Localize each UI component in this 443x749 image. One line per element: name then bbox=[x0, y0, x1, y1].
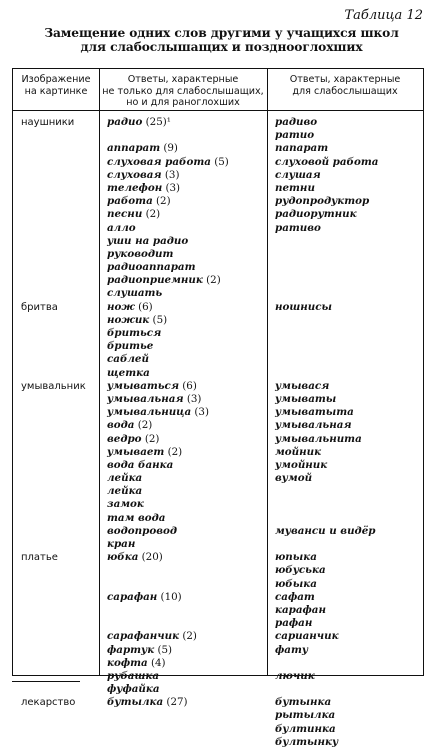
table-row bbox=[13, 367, 423, 380]
answer-word: радиоприемник bbox=[107, 274, 203, 287]
common-answer-cell bbox=[107, 301, 153, 314]
hard-of-hearing-answer-cell: умывася bbox=[275, 379, 330, 392]
hard-of-hearing-answer-cell: слушая bbox=[275, 168, 321, 181]
hard-of-hearing-answer-cell: фату bbox=[275, 643, 309, 656]
header-picture bbox=[13, 74, 99, 97]
table-row bbox=[13, 472, 423, 485]
hard-of-hearing-answer-cell: сарианчик bbox=[275, 630, 339, 643]
hard-of-hearing-answer-cell: петни bbox=[275, 181, 315, 194]
table-title bbox=[0, 26, 443, 54]
common-answer-cell bbox=[107, 195, 171, 208]
common-answer-cell bbox=[107, 261, 195, 274]
table-row bbox=[13, 116, 423, 129]
answer-count: (2) bbox=[164, 445, 183, 458]
header-line: Изображение bbox=[21, 74, 91, 85]
answer-count: (9) bbox=[160, 142, 178, 155]
hard-of-hearing-answer-cell: слуховой работа bbox=[275, 155, 379, 168]
common-answer-cell bbox=[107, 406, 209, 419]
common-answer-cell bbox=[107, 591, 182, 604]
answer-word: умывает bbox=[107, 445, 165, 458]
answer-word: умывальная bbox=[107, 392, 184, 405]
table-row bbox=[13, 406, 423, 419]
table-row bbox=[13, 419, 423, 432]
answer-count: (2) bbox=[202, 274, 221, 287]
table-row bbox=[13, 696, 423, 709]
answer-word: умываться bbox=[107, 379, 180, 392]
table-row bbox=[13, 709, 423, 722]
table-row bbox=[13, 446, 423, 459]
table-row bbox=[13, 551, 423, 564]
common-answer-cell bbox=[107, 208, 160, 221]
common-answer-cell bbox=[107, 485, 142, 498]
table-row bbox=[13, 208, 423, 221]
answer-word: замок bbox=[107, 498, 144, 511]
hard-of-hearing-answer-cell: умыватыта bbox=[275, 406, 354, 419]
answer-word: юбка bbox=[107, 551, 139, 564]
common-answer-cell bbox=[107, 393, 201, 406]
answer-count: (5) bbox=[154, 643, 173, 656]
table-row bbox=[13, 525, 423, 538]
table-row bbox=[13, 156, 423, 169]
hard-of-hearing-answer-cell: бултинка bbox=[275, 722, 336, 735]
common-answer-cell bbox=[107, 683, 160, 696]
footnote-rule bbox=[12, 681, 80, 682]
hard-of-hearing-answer-cell: радиорутник bbox=[275, 208, 357, 221]
table-row bbox=[13, 314, 423, 327]
table-row bbox=[13, 630, 423, 643]
answer-word: там вода bbox=[107, 511, 166, 524]
hard-of-hearing-answer-cell: сафат bbox=[275, 590, 315, 603]
answer-word: сарафанчик bbox=[107, 630, 180, 643]
table-row bbox=[13, 538, 423, 551]
table-top-border bbox=[13, 68, 423, 69]
table-row bbox=[13, 353, 423, 366]
table-row bbox=[13, 169, 423, 182]
header-line: Ответы, характерные bbox=[289, 74, 401, 85]
table-row bbox=[13, 459, 423, 472]
table-row bbox=[13, 604, 423, 617]
header-hard-of-hearing-answers bbox=[267, 74, 423, 97]
common-answer-cell bbox=[107, 696, 188, 709]
picture-cell: наушники bbox=[21, 117, 75, 128]
answer-count: (2) bbox=[179, 630, 197, 643]
answer-count: (6) bbox=[134, 300, 153, 313]
header-line: не только для слабослышащих, bbox=[102, 85, 264, 97]
hard-of-hearing-answer-cell: папарат bbox=[275, 142, 329, 155]
answer-word: слушать bbox=[107, 287, 163, 300]
common-answer-cell bbox=[107, 222, 136, 235]
table-row bbox=[13, 182, 423, 195]
answer-count: (25)¹ bbox=[142, 116, 171, 128]
table-body bbox=[13, 116, 423, 749]
common-answer-cell bbox=[107, 630, 197, 643]
answer-word: кофта bbox=[107, 656, 148, 669]
answer-word: вода bbox=[107, 419, 135, 432]
picture-cell: платье bbox=[21, 552, 58, 564]
common-answer-cell bbox=[107, 169, 179, 182]
table-row bbox=[13, 433, 423, 446]
answer-count: (3) bbox=[191, 406, 209, 419]
table-row bbox=[13, 142, 423, 155]
hard-of-hearing-answer-cell: лючик bbox=[275, 669, 315, 682]
common-answer-cell bbox=[107, 314, 167, 327]
table-row bbox=[13, 195, 423, 208]
header-line: на картинке bbox=[24, 85, 88, 97]
answer-word: ножик bbox=[107, 313, 150, 326]
table-row bbox=[13, 644, 423, 657]
table-row bbox=[13, 327, 423, 340]
hard-of-hearing-answer-cell: рытылка bbox=[275, 709, 336, 722]
answer-count: (2) bbox=[152, 195, 171, 208]
title-line-2: для слабослышащих и позднооглохших bbox=[80, 40, 363, 54]
table-row bbox=[13, 498, 423, 511]
table-row bbox=[13, 723, 423, 736]
header-common-answers bbox=[99, 74, 267, 109]
hard-of-hearing-answer-cell: умывальная bbox=[275, 419, 352, 432]
answer-word: песни bbox=[107, 208, 143, 221]
answer-count: (2) bbox=[134, 419, 153, 432]
answer-word: нож bbox=[107, 300, 135, 313]
common-answer-cell bbox=[107, 340, 153, 353]
header-bottom-border bbox=[13, 110, 423, 111]
answer-count: (2) bbox=[141, 432, 160, 445]
hard-of-hearing-answer-cell: ношнисы bbox=[275, 300, 333, 313]
answer-count: (3) bbox=[162, 181, 181, 194]
common-answer-cell bbox=[107, 644, 172, 657]
common-answer-cell bbox=[107, 287, 162, 300]
hard-of-hearing-answer-cell: рафан bbox=[275, 617, 313, 630]
answer-word: щетка bbox=[107, 366, 150, 379]
common-answer-cell bbox=[107, 459, 173, 472]
table-row bbox=[13, 340, 423, 353]
table-row bbox=[13, 736, 423, 749]
answer-word: бриться bbox=[107, 327, 162, 339]
common-answer-cell bbox=[107, 380, 197, 393]
answer-word: саблей bbox=[107, 353, 149, 366]
table-row bbox=[13, 301, 423, 314]
answer-word: аппарат bbox=[107, 142, 161, 155]
answer-count: (10) bbox=[157, 590, 182, 603]
common-answer-cell bbox=[107, 657, 166, 670]
table-row bbox=[13, 393, 423, 406]
common-answer-cell bbox=[107, 512, 165, 525]
answer-word: телефон bbox=[107, 181, 163, 194]
hard-of-hearing-answer-cell: умойник bbox=[275, 458, 328, 471]
table-row bbox=[13, 591, 423, 604]
common-answer-cell bbox=[107, 367, 150, 380]
hard-of-hearing-answer-cell: мойник bbox=[275, 445, 322, 458]
header-line: но и для раноглохших bbox=[126, 97, 240, 108]
answer-word: умывальница bbox=[107, 406, 192, 419]
answer-word: лейка bbox=[107, 485, 143, 498]
answer-count: (6) bbox=[179, 379, 197, 392]
common-answer-cell bbox=[107, 446, 182, 459]
common-answer-cell bbox=[107, 248, 173, 261]
common-answer-cell bbox=[107, 327, 161, 340]
title-line-1: Замещение одних слов другими у учащихся школ bbox=[44, 26, 399, 40]
table-row bbox=[13, 129, 423, 142]
table-row bbox=[13, 485, 423, 498]
common-answer-cell bbox=[107, 182, 180, 195]
hard-of-hearing-answer-cell: умываты bbox=[275, 392, 337, 405]
hard-of-hearing-answer-cell: ративо bbox=[275, 221, 321, 234]
common-answer-cell bbox=[107, 670, 159, 683]
header-line: для слабослышащих bbox=[292, 85, 398, 97]
answer-word: руководит bbox=[107, 247, 174, 260]
common-answer-cell bbox=[107, 525, 177, 538]
answer-word: радиоаппарат bbox=[107, 261, 196, 274]
picture-cell: бритва bbox=[21, 301, 58, 313]
common-answer-cell bbox=[107, 142, 178, 155]
common-answer-cell bbox=[107, 116, 171, 129]
answer-count: (5) bbox=[210, 155, 229, 168]
answer-count: (5) bbox=[149, 313, 168, 326]
answer-word: ведро bbox=[107, 432, 142, 445]
hard-of-hearing-answer-cell: муванси и видёр bbox=[275, 524, 376, 537]
table-row bbox=[13, 261, 423, 274]
table-row bbox=[13, 235, 423, 248]
answer-word: слуховая работа bbox=[107, 155, 211, 168]
answer-count: (20) bbox=[138, 551, 163, 564]
common-answer-cell bbox=[107, 538, 135, 551]
table-row bbox=[13, 380, 423, 393]
table-row bbox=[13, 578, 423, 591]
answer-word: работа bbox=[107, 195, 153, 208]
answer-word: радио bbox=[107, 116, 143, 128]
answer-word: слуховая bbox=[107, 168, 162, 181]
answer-word: водопровод bbox=[107, 524, 178, 537]
common-answer-cell bbox=[107, 156, 229, 169]
answer-count: (2) bbox=[142, 208, 161, 221]
common-answer-cell bbox=[107, 498, 144, 511]
hard-of-hearing-answer-cell: рудопродуктор bbox=[275, 195, 370, 208]
answer-count: (4) bbox=[147, 656, 166, 669]
hard-of-hearing-answer-cell: вумой bbox=[275, 472, 313, 485]
table-row bbox=[13, 512, 423, 525]
answer-word: лейка bbox=[107, 472, 143, 485]
data-table bbox=[12, 68, 424, 748]
table-label: Таблица 12 bbox=[344, 8, 423, 23]
hard-of-hearing-answer-cell: ратио bbox=[275, 129, 315, 142]
table-row bbox=[13, 657, 423, 670]
common-answer-cell bbox=[107, 353, 149, 366]
table-row bbox=[13, 222, 423, 235]
hard-of-hearing-answer-cell: бултынку bbox=[275, 735, 339, 748]
hard-of-hearing-answer-cell: юбуська bbox=[275, 564, 326, 577]
common-answer-cell bbox=[107, 419, 152, 432]
answer-word: бутылка bbox=[107, 696, 164, 709]
common-answer-cell bbox=[107, 551, 163, 564]
answer-count: (3) bbox=[161, 168, 180, 181]
common-answer-cell bbox=[107, 274, 221, 287]
table-row bbox=[13, 248, 423, 261]
table-row bbox=[13, 287, 423, 300]
table-row bbox=[13, 274, 423, 287]
common-answer-cell bbox=[107, 433, 159, 446]
hard-of-hearing-answer-cell: бутынка bbox=[275, 696, 332, 709]
table-row bbox=[13, 683, 423, 696]
table-row bbox=[13, 564, 423, 577]
common-answer-cell bbox=[107, 472, 142, 485]
answer-word: вода банка bbox=[107, 458, 174, 471]
common-answer-cell bbox=[107, 235, 188, 248]
answer-word: рубашка bbox=[107, 669, 160, 682]
hard-of-hearing-answer-cell: умывальнита bbox=[275, 432, 362, 445]
header-line: Ответы, характерные bbox=[127, 74, 239, 85]
answer-word: сарафан bbox=[107, 590, 158, 603]
hard-of-hearing-answer-cell: юбыка bbox=[275, 577, 317, 590]
answer-count: (3) bbox=[183, 392, 202, 405]
hard-of-hearing-answer-cell: карафан bbox=[275, 603, 326, 616]
answer-word: бритье bbox=[107, 340, 154, 353]
answer-word: фартук bbox=[107, 643, 155, 656]
picture-cell: лекарство bbox=[21, 697, 76, 709]
hard-of-hearing-answer-cell: юпыка bbox=[275, 551, 317, 564]
answer-word: уши на радио bbox=[107, 234, 189, 247]
picture-cell: умывальник bbox=[21, 380, 86, 392]
table-row bbox=[13, 617, 423, 630]
answer-word: кран bbox=[107, 538, 136, 550]
answer-word: алло bbox=[107, 221, 136, 234]
answer-count: (27) bbox=[163, 696, 188, 709]
answer-word: фуфайка bbox=[107, 683, 160, 696]
hard-of-hearing-answer-cell: радиво bbox=[275, 116, 318, 128]
